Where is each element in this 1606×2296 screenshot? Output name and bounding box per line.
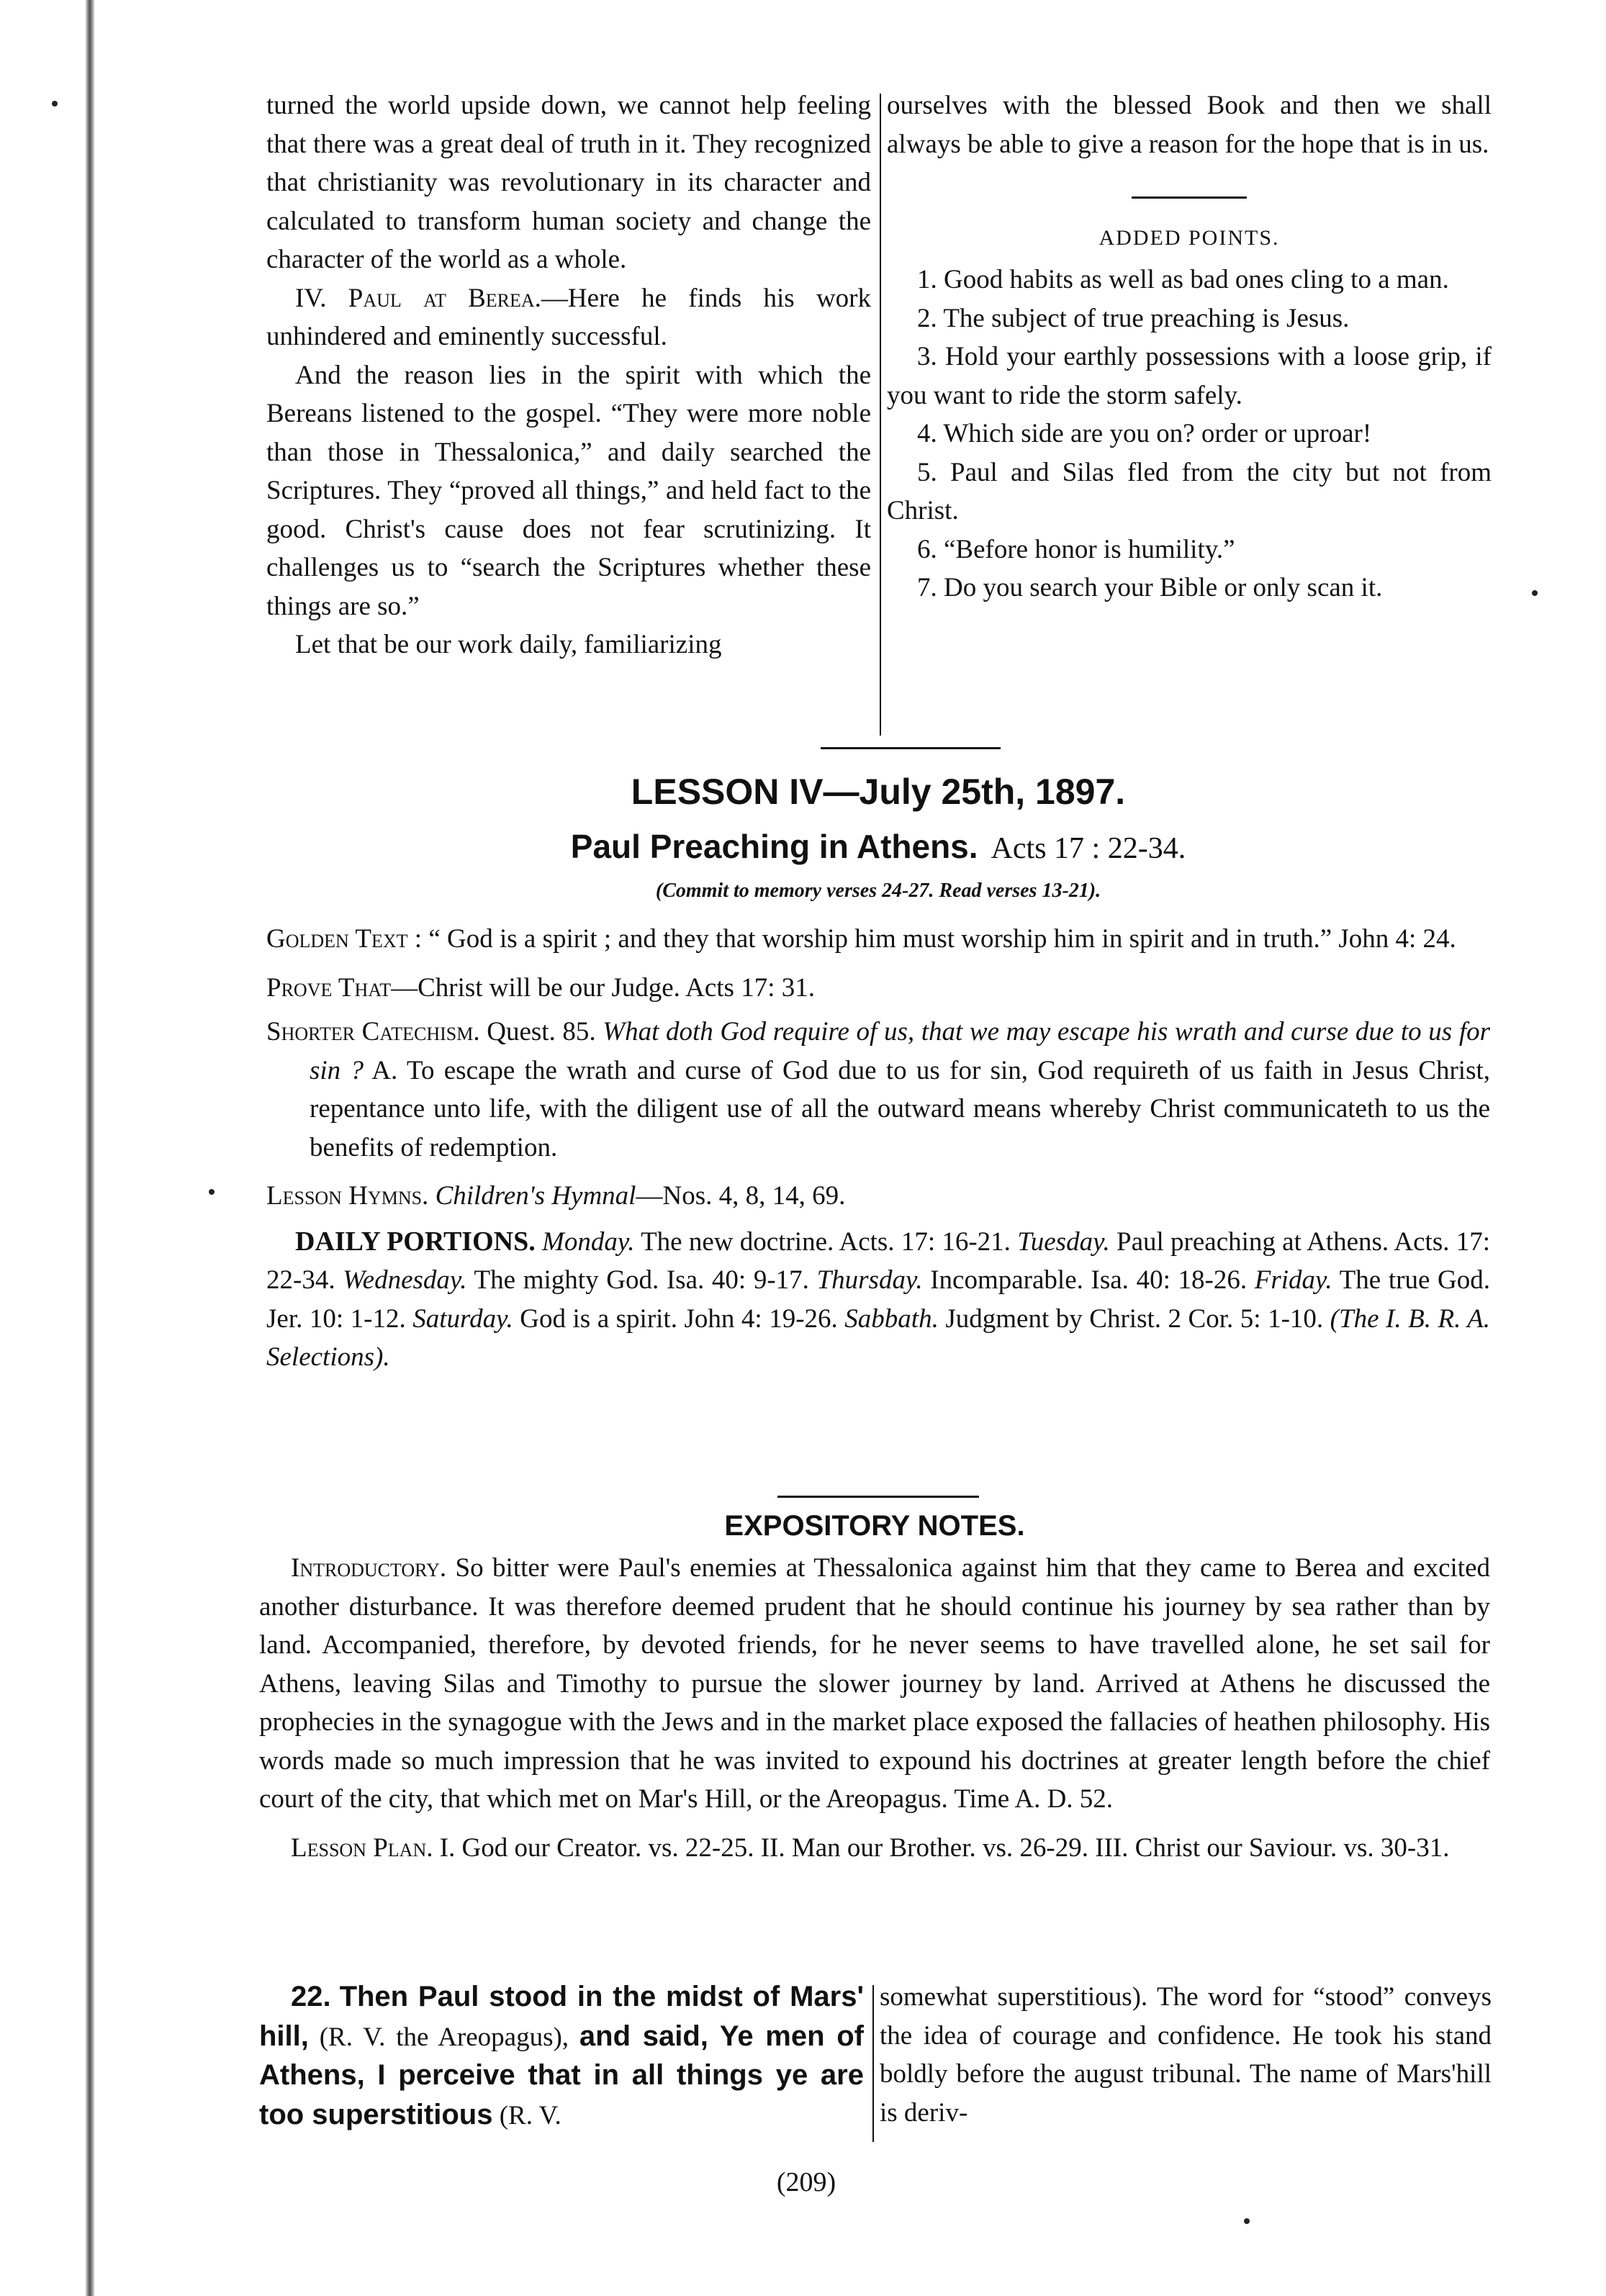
daily-day: Tuesday. bbox=[1017, 1226, 1110, 1257]
lesson-plan bbox=[259, 1829, 1490, 1868]
daily-source: (The I. B. R. A. Selections). bbox=[266, 1303, 1491, 1372]
daily-text: The true God. Jer. 10: 1-12. bbox=[266, 1265, 1490, 1334]
intro-paragraph: turned the world upside down, we cannot help feeling that there was a great deal of truth in it. They recognized that christianity was revolutionary in its character and calculated to transform human society and change the character of the world as a whole. bbox=[266, 91, 871, 274]
introductory-label: Introductory. bbox=[291, 1553, 447, 1583]
speck bbox=[1532, 590, 1538, 596]
notes-heading: EXPOSITORY NOTES. bbox=[724, 1510, 1025, 1542]
verse-column bbox=[259, 1978, 864, 2135]
speck bbox=[1244, 2218, 1250, 2224]
introductory-body: So bitter were Paul's enemies at Thessalonica against him that they came to Berea and excited another disturbance. It was therefore deemed prudent that he should continue his journey by sea rather than by land. Accompanied, therefore, by devoted friends, for he never seems to have travelled alone, he set sail for Athens, leaving Silas and Timothy to pursue the slower journey by land. Arrived at Athens he discussed the prophecies in the synagogue with the Jews and in the market place exposed the fallacies of heathen philosophy. His words made so much impression that he was invited to expound his doctrines at greater length before the chief court of the city, that which met on Mar's Hill, or the Areopagus. Time A. D. 52. bbox=[259, 1553, 1490, 1814]
lesson-title-line bbox=[266, 823, 1490, 878]
golden-text-body: “ God is a spirit ; and they that worship him must worship him in spirit and in truth.” John 4: 24. bbox=[428, 924, 1456, 954]
daily-text: Incomparable. Isa. 40: 18-26. bbox=[930, 1265, 1248, 1295]
lesson-header bbox=[266, 769, 1490, 903]
daily-text: Judgment by Christ. 2 Cor. 5: 1-10. bbox=[945, 1303, 1324, 1334]
prove-that-body: —Christ will be our Judge. Acts 17: 31. bbox=[391, 972, 815, 1003]
daily-text: Paul preaching at Athens. Acts. 17: 22-34. bbox=[266, 1226, 1491, 1295]
verse-22 bbox=[259, 1978, 864, 2135]
added-points-heading: ADDED POINTS. bbox=[1099, 226, 1280, 250]
daily-day: Monday. bbox=[542, 1226, 635, 1257]
daily-portions bbox=[266, 1223, 1490, 1377]
list-item: 7. Do you search your Bible or only scan it. bbox=[917, 573, 1383, 602]
daily-label: DAILY PORTIONS. bbox=[295, 1226, 536, 1257]
point-iv bbox=[266, 279, 871, 356]
lesson-title: Paul Preaching in Athens. bbox=[570, 828, 978, 865]
daily-day: Saturday. bbox=[412, 1303, 513, 1334]
golden-text-label: Golden Text : bbox=[266, 924, 423, 954]
daily-day: Sabbath. bbox=[844, 1303, 939, 1334]
lesson-hymns bbox=[266, 1177, 1490, 1216]
page-number: (209) bbox=[776, 2167, 836, 2197]
catechism-quest: Quest. 85. bbox=[487, 1017, 596, 1047]
list-item: 3. Hold your earthly possessions with a loose grip, if you want to ride the storm safely. bbox=[887, 342, 1492, 410]
list-item: 2. The subject of true preaching is Jesus. bbox=[917, 303, 1350, 333]
commentary-text: somewhat superstitious). The word for “stood” conveys the idea of courage and confidence. He took his stand boldly before the august tribunal. The name of Mars'hill is deriv- bbox=[880, 1982, 1492, 2128]
verse-rv-note-2: (R. V. bbox=[499, 2100, 561, 2130]
catechism bbox=[266, 1013, 1490, 1167]
daily-text: God is a spirit. John 4: 19-26. bbox=[520, 1303, 838, 1334]
catechism-label: Shorter Catechism. bbox=[266, 1017, 480, 1047]
hymns-label: Lesson Hymns. bbox=[266, 1181, 429, 1211]
speck bbox=[209, 1189, 215, 1195]
lesson-plan-body: I. God our Creator. vs. 22-25. II. Man our Brother. vs. 26-29. III. Christ our Saviour. vs. 30-31. bbox=[439, 1832, 1450, 1863]
lesson-reference: Acts 17 : 22-34. bbox=[991, 832, 1186, 865]
catechism-answer: A. To escape the wrath and curse of God due to us for sin, God requireth of us faith in Jesus Christ, repentance unto life, with the diligent use of all the outward means whereby Christ communicateth to us the benefits of redemption. bbox=[310, 1055, 1490, 1162]
list-item: 1. Good habits as well as bad ones cling to a man. bbox=[917, 265, 1449, 294]
commentary-column bbox=[880, 1978, 1492, 2132]
daily-text: The new doctrine. Acts. 17: 16-21. bbox=[641, 1226, 1011, 1257]
verse-rv-note: (R. V. the Areopagus), bbox=[319, 2022, 569, 2052]
daily-day: Friday. bbox=[1254, 1265, 1332, 1295]
lesson-plan-label: Lesson Plan. bbox=[291, 1832, 433, 1863]
lesson-heading: LESSON IV—July 25th, 1897. bbox=[631, 772, 1126, 812]
daily-day: Wednesday. bbox=[343, 1265, 467, 1295]
continuation-paragraph: ourselves with the blessed Book and then we shall always be able to give a reason for the hope that is in us. bbox=[887, 91, 1492, 159]
top-right-column bbox=[887, 86, 1492, 607]
column-divider-top bbox=[880, 94, 881, 736]
list-item: 5. Paul and Silas fled from the city but not from Christ. bbox=[887, 457, 1492, 525]
golden-text bbox=[266, 920, 1490, 959]
daily-day: Thursday. bbox=[816, 1265, 923, 1295]
point-iv-title: Paul at Berea. bbox=[348, 283, 541, 313]
speck bbox=[52, 101, 58, 107]
lesson-details bbox=[266, 920, 1490, 1377]
column-divider-bottom bbox=[872, 1985, 874, 2142]
verse-text-a: Then Paul stood in the midst of Mars' hill, bbox=[259, 1981, 864, 2052]
hymns-numbers: —Nos. 4, 8, 14, 69. bbox=[636, 1181, 846, 1211]
section-rule bbox=[821, 747, 1001, 749]
daily-text: The mighty God. Isa. 40: 9-17. bbox=[474, 1265, 809, 1295]
binding-edge bbox=[85, 0, 95, 2296]
short-rule bbox=[1132, 196, 1247, 199]
top-left-column bbox=[266, 86, 871, 664]
point-iv-number: IV. bbox=[295, 283, 327, 313]
list-item: 4. Which side are you on? order or uproar! bbox=[917, 419, 1372, 448]
section-rule bbox=[777, 1496, 979, 1498]
list-item: 6. “Before honor is humility.” bbox=[917, 534, 1235, 564]
prove-that-label: Prove That bbox=[266, 972, 392, 1003]
hymns-source: Children's Hymnal bbox=[435, 1181, 636, 1211]
verse-number: 22. bbox=[291, 1981, 331, 2012]
catechism-question: What doth God require of us, that we may escape his wrath and curse due to us for sin ? bbox=[310, 1017, 1491, 1085]
bereans-paragraph: And the reason lies in the spirit with which the Bereans listened to the gospel. “They were more noble than those in Thessalonica,” and daily searched the Scriptures. They “proved all things,” and held fact to the good. Christ's cause does not fear scrutinizing. It challenges us to “search the Scriptures whether these things are so.” bbox=[266, 360, 871, 621]
prove-that bbox=[266, 969, 1490, 1008]
verse-text-b: and said, Ye men of Athens, I perceive that in all things ye are too superstitious bbox=[259, 2020, 864, 2130]
expository-notes bbox=[259, 1506, 1490, 1867]
memory-note: (Commit to memory verses 24-27. Read verses 13-21). bbox=[655, 880, 1101, 902]
point-iv-text: —Here he finds his work unhindered and eminently successful. bbox=[266, 283, 871, 351]
familiarizing-paragraph: Let that be our work daily, familiarizing bbox=[295, 630, 722, 659]
added-points-list bbox=[887, 261, 1492, 607]
introductory bbox=[259, 1549, 1490, 1819]
